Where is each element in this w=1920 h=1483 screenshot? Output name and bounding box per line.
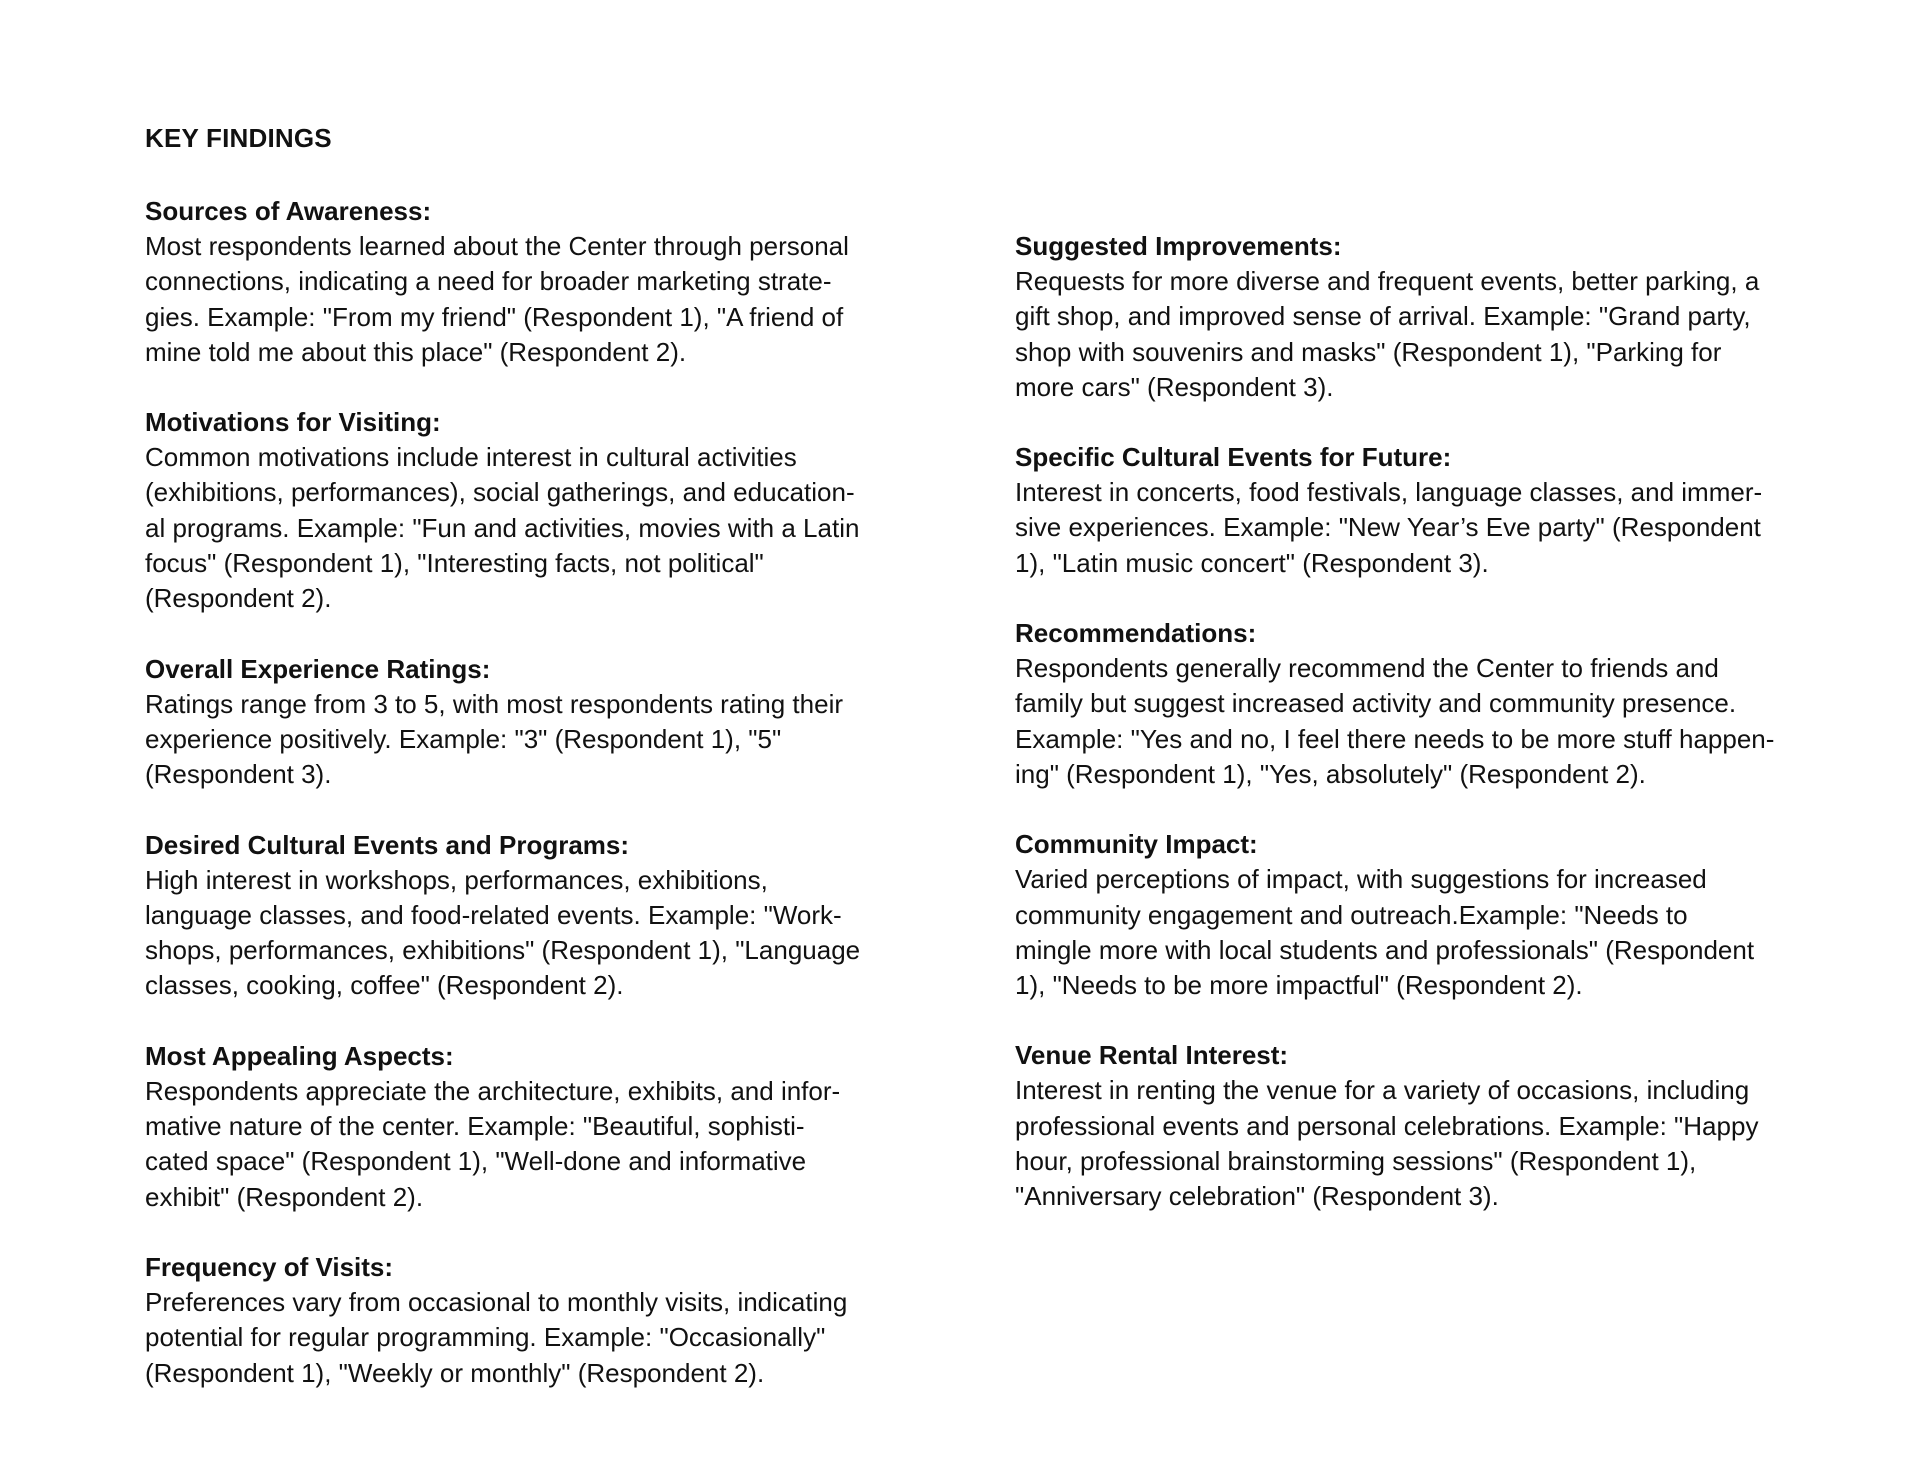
- section-community-impact: [1015, 827, 1805, 1003]
- section-heading: Specific Cultural Events for Future:: [1015, 442, 1452, 473]
- section-heading: Frequency of Visits:: [145, 1251, 394, 1282]
- section-heading: Motivations for Visiting:: [145, 407, 441, 438]
- section-body: Interest in concerts, food festivals, language classes, and immer- sive experiences. Example: "New Year’s Eve party" (Respondent 1), "Latin music concert" (Respondent 3).: [1015, 477, 1763, 578]
- page-title: KEY FINDINGS: [145, 123, 332, 153]
- section-suggested-improvements: [1015, 229, 1805, 405]
- section-body: Respondents appreciate the architecture, exhibits, and infor- mative nature of the center. Example: "Beautiful, sophisti- cated space" (Respondent 1), "Well-done and informative exhibit" (Respondent 2).: [145, 1075, 841, 1212]
- section-heading: Most Appealing Aspects:: [145, 1040, 454, 1071]
- section-body: Common motivations include interest in cultural activities (exhibitions, performances), social gatherings, and education- al programs. Example: "Fun and activities, movies with a Latin focus" (Respondent 1), "Interesting facts, not political" (Respondent 2).: [145, 442, 860, 614]
- section-motivations-for-visiting: [145, 405, 935, 616]
- section-venue-rental-interest: [1015, 1038, 1805, 1214]
- section-body: Respondents generally recommend the Center to friends and family but suggest increased activity and community presence. Example: "Yes and no, I feel there needs to be more stuff happen- ing" (Respondent 1), "Yes, absolutely" (Respondent 2).: [1015, 653, 1775, 789]
- right-column: [1015, 229, 1805, 1250]
- section-heading: Community Impact:: [1015, 829, 1258, 860]
- section-body: Requests for more diverse and frequent events, better parking, a gift shop, and improved sense of arrival. Example: "Grand party, shop with souvenirs and masks" (Respondent 1), "Parking for more cars" (Respondent 3).: [1015, 266, 1760, 402]
- section-body: Varied perceptions of impact, with suggestions for increased community engagement and outreach.Example: "Needs to mingle more with local students and professionals" (Respondent 1), "Needs to be more impactful" (Respondent 2).: [1015, 864, 1755, 1001]
- section-heading: Overall Experience Ratings:: [145, 653, 491, 684]
- section-sources-of-awareness: [145, 194, 935, 370]
- section-desired-cultural-events: [145, 828, 935, 1004]
- section-overall-experience-ratings: [145, 652, 935, 793]
- section-body: Interest in renting the venue for a variety of occasions, including professional events and personal celebrations. Example: "Happy hour, professional brainstorming sessions" (Respondent 1), "Anniversary celebration" (Respondent 3).: [1015, 1075, 1759, 1212]
- section-heading: Sources of Awareness:: [145, 196, 432, 226]
- section-frequency-of-visits: [145, 1250, 935, 1391]
- left-column: [145, 194, 935, 1426]
- section-recommendations: [1015, 616, 1805, 792]
- section-body: Ratings range from 3 to 5, with most respondents rating their experience positively. Example: "3" (Respondent 1), "5" (Respondent 3).: [145, 688, 844, 790]
- section-most-appealing-aspects: [145, 1039, 935, 1215]
- section-body: Preferences vary from occasional to monthly visits, indicating potential for regular programming. Example: "Occasionally" (Respondent 1), "Weekly or monthly" (Respondent 2).: [145, 1286, 848, 1388]
- section-heading: Desired Cultural Events and Programs:: [145, 829, 630, 860]
- section-body: High interest in workshops, performances, exhibitions, language classes, and food-related events. Example: "Work- shops, performances, exhibitions" (Respondent 1), "Language classes, cooking, coffee" (Respondent 2).: [145, 864, 861, 1001]
- section-heading: Venue Rental Interest:: [1015, 1040, 1289, 1071]
- section-heading: Recommendations:: [1015, 618, 1257, 649]
- section-body: Most respondents learned about the Center through personal connections, indicating a need for broader marketing strate- gies. Example: "From my friend" (Respondent 1), "A friend of mine told me about this place" (Respondent 2).: [145, 231, 849, 367]
- section-heading: Suggested Improvements:: [1015, 231, 1342, 261]
- section-specific-cultural-events: [1015, 440, 1805, 581]
